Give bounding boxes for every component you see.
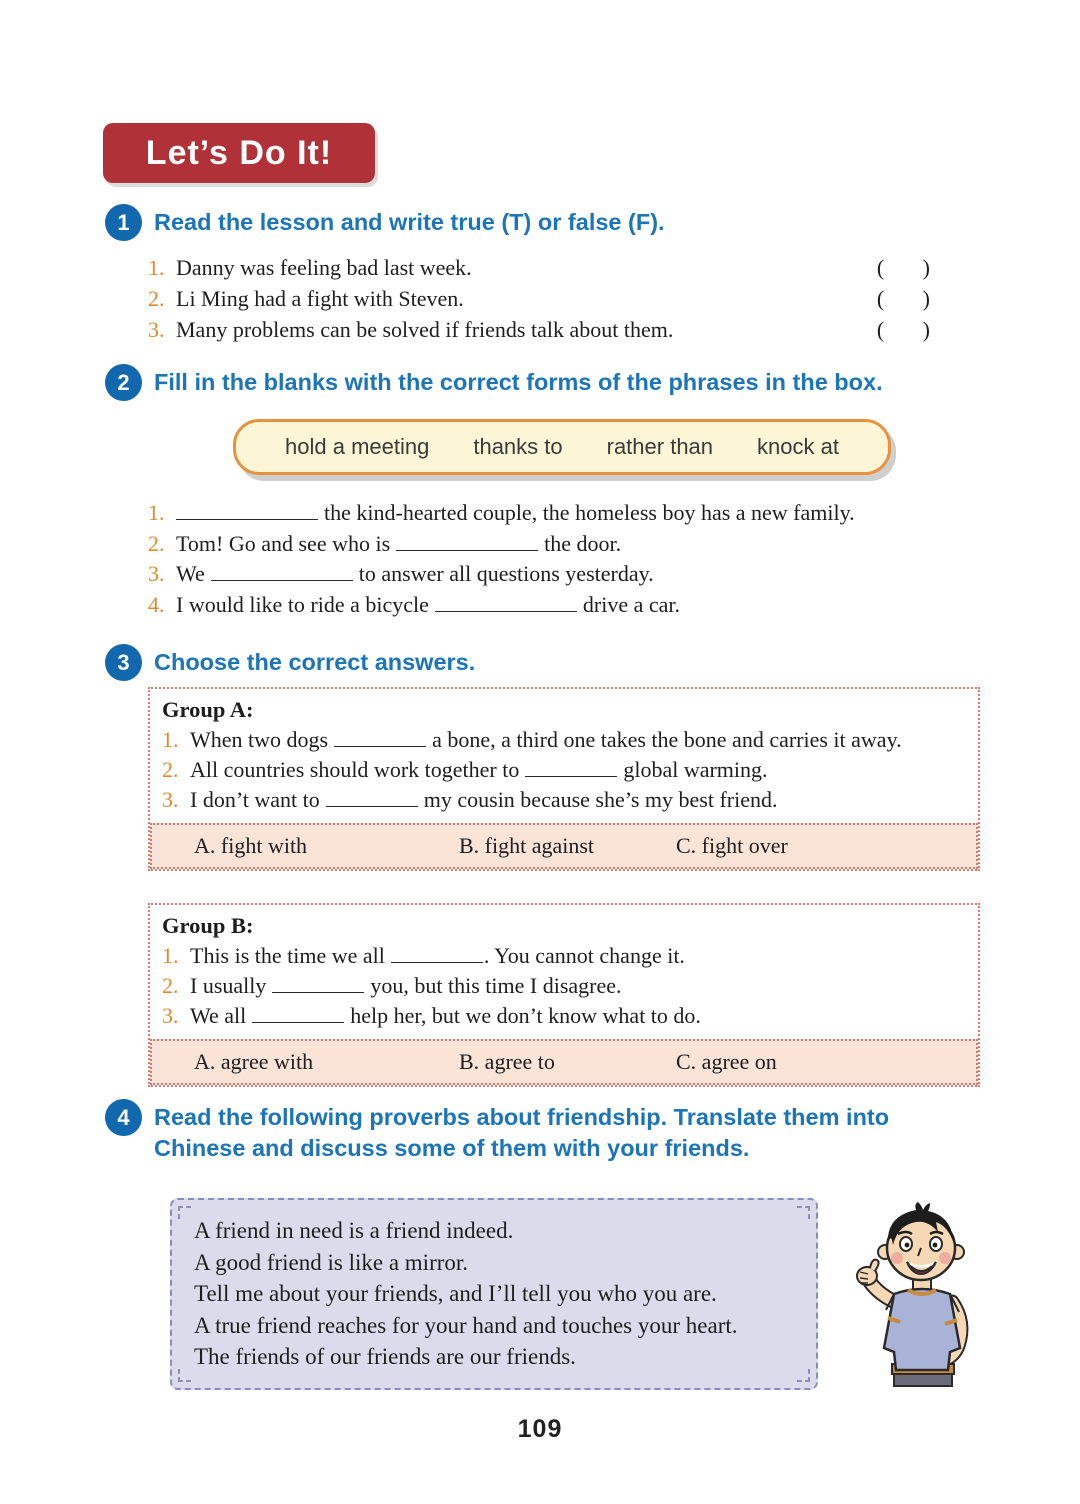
group-label: Group A: — [162, 697, 254, 722]
item-text: Li Ming had a fight with Steven. — [176, 286, 464, 311]
sentence-pre: When two dogs — [190, 727, 329, 752]
choice-item — [162, 785, 966, 815]
item-text: Many problems can be solved if friends talk about them. — [176, 317, 674, 342]
group-b-questions — [150, 905, 978, 1039]
sentence-post: my cousin because she’s my best friend. — [423, 787, 778, 812]
phrase: rather than — [606, 434, 714, 459]
corner-mark — [797, 1369, 810, 1382]
group-label: Group B: — [162, 913, 254, 938]
sentence-pre: I usually — [190, 973, 267, 998]
proverb-line: A good friend is like a mirror. — [194, 1249, 469, 1275]
sentence-pre: Tom! Go and see who is — [176, 530, 391, 556]
exercise1-title: Read the lesson and write true (T) or false (F). — [154, 209, 665, 235]
exercise3-heading — [105, 643, 985, 681]
exercise4-heading — [105, 1098, 1005, 1164]
sentence-post: drive a car. — [582, 591, 681, 617]
sentence-pre: This is the time we all — [190, 943, 385, 968]
exercise2-title: Fill in the blanks with the correct forms of the phrases in the box. — [154, 369, 883, 395]
proverb-line: A true friend reaches for your hand and touches your heart. — [194, 1312, 738, 1338]
blank-line — [252, 1001, 344, 1023]
phrase: hold a meeting — [285, 434, 430, 459]
true-false-item — [148, 252, 930, 283]
item-number: 3. — [162, 1003, 179, 1028]
fill-blank-item — [148, 559, 988, 590]
sentence-post: the door. — [544, 530, 622, 556]
proverb-line: The friends of our friends are our friends. — [194, 1344, 576, 1369]
sentence-post: a bone, a third one takes the bone and carries it away. — [432, 727, 902, 752]
sentence-post: global warming. — [623, 757, 768, 782]
exercise2-number-badge: 2 — [105, 364, 142, 401]
proverb-line: A friend in need is a friend indeed. — [194, 1218, 514, 1243]
item-number: 4. — [148, 591, 165, 617]
item-text — [176, 529, 988, 560]
item-number: 1. — [148, 255, 165, 280]
fill-blank-item — [148, 590, 988, 621]
sentence-post: the kind-hearted couple, the homeless boy has a new family. — [324, 500, 855, 525]
exercise3-number-badge: 3 — [105, 644, 142, 681]
option-c: C. agree on — [676, 1049, 777, 1074]
option-b: B. fight against — [459, 833, 595, 858]
item-number: 1. — [162, 727, 179, 752]
group-b-options — [150, 1039, 978, 1085]
corner-mark — [178, 1369, 191, 1382]
answer-parentheses: ( ) — [876, 317, 930, 342]
choice-item — [162, 971, 966, 1001]
item-number: 2. — [162, 757, 179, 782]
item-number: 3. — [148, 561, 165, 586]
blank-line — [525, 755, 617, 777]
phrase-word-bank — [233, 419, 891, 475]
item-text — [190, 785, 966, 815]
sentence-pre: All countries should work together to — [190, 757, 520, 782]
choice-item — [162, 1001, 966, 1031]
true-false-item — [148, 314, 930, 345]
option-c: C. fight over — [676, 833, 788, 858]
item-number: 2. — [148, 530, 165, 556]
blank-line — [396, 529, 538, 551]
group-a-questions — [150, 689, 978, 823]
group-a-options — [150, 823, 978, 869]
group-a-box — [148, 687, 980, 871]
item-number: 3. — [148, 317, 165, 342]
proverb-line: Tell me about your friends, and I’ll tell you who you are. — [194, 1281, 717, 1306]
sentence-pre: I don’t want to — [190, 787, 320, 812]
item-text: Danny was feeling bad last week. — [176, 255, 472, 280]
true-false-item — [148, 283, 930, 314]
answer-parentheses: ( ) — [876, 255, 930, 280]
banner-title: Let’s Do It! — [145, 133, 333, 172]
exercise3-title: Choose the correct answers. — [154, 649, 476, 675]
exercise2-heading — [105, 363, 1025, 401]
option-a: A. fight with — [194, 833, 308, 858]
blank-line — [176, 498, 318, 520]
group-b-box — [148, 903, 980, 1087]
corner-mark — [797, 1206, 810, 1219]
blank-line — [435, 590, 577, 612]
item-text — [190, 1001, 966, 1031]
exercise1-items — [148, 252, 930, 345]
item-text — [190, 941, 966, 971]
choice-item — [162, 755, 966, 785]
sentence-pre: We all — [190, 1003, 247, 1028]
phrase: thanks to — [473, 434, 563, 459]
item-text — [190, 725, 966, 755]
phrase: knock at — [757, 434, 839, 459]
item-text — [190, 971, 966, 1001]
answer-parentheses: ( ) — [876, 286, 930, 311]
blank-line — [334, 725, 426, 747]
blank-line — [211, 559, 353, 581]
item-number: 1. — [148, 500, 165, 525]
option-a: A. agree with — [194, 1049, 314, 1074]
sentence-post: to answer all questions yesterday. — [358, 561, 654, 586]
item-number: 2. — [162, 973, 179, 998]
item-number: 3. — [162, 787, 179, 812]
boy-illustration — [848, 1200, 998, 1400]
lets-do-it-banner — [103, 123, 375, 183]
sentence-post: help her, but we don’t know what to do. — [350, 1003, 701, 1028]
item-text — [190, 755, 966, 785]
exercise2-items — [148, 498, 988, 620]
option-b: B. agree to — [459, 1049, 555, 1074]
sentence-post: . You cannot change it. — [483, 943, 685, 968]
page-number: 109 — [517, 1415, 563, 1443]
choice-item — [162, 941, 966, 971]
item-number: 2. — [148, 286, 165, 311]
sentence-post: you, but this time I disagree. — [370, 973, 622, 998]
corner-mark — [178, 1206, 191, 1219]
fill-blank-item — [148, 529, 988, 560]
item-text — [176, 590, 988, 621]
fill-blank-item — [148, 498, 988, 529]
exercise1-heading — [105, 203, 985, 241]
item-number: 1. — [162, 943, 179, 968]
sentence-pre: We — [176, 561, 205, 586]
item-text — [176, 498, 988, 529]
blank-line — [272, 971, 364, 993]
item-text — [176, 559, 988, 590]
exercise4-title: Read the following proverbs about friendship. Translate them into Chinese and discuss some of them with your friends. — [154, 1104, 890, 1161]
choice-item — [162, 725, 966, 755]
blank-line — [391, 941, 483, 963]
blank-line — [326, 785, 418, 807]
exercise1-number-badge: 1 — [105, 204, 142, 241]
sentence-pre: I would like to ride a bicycle — [176, 591, 429, 617]
exercise4-number-badge: 4 — [105, 1099, 142, 1136]
proverbs-box — [170, 1198, 818, 1390]
